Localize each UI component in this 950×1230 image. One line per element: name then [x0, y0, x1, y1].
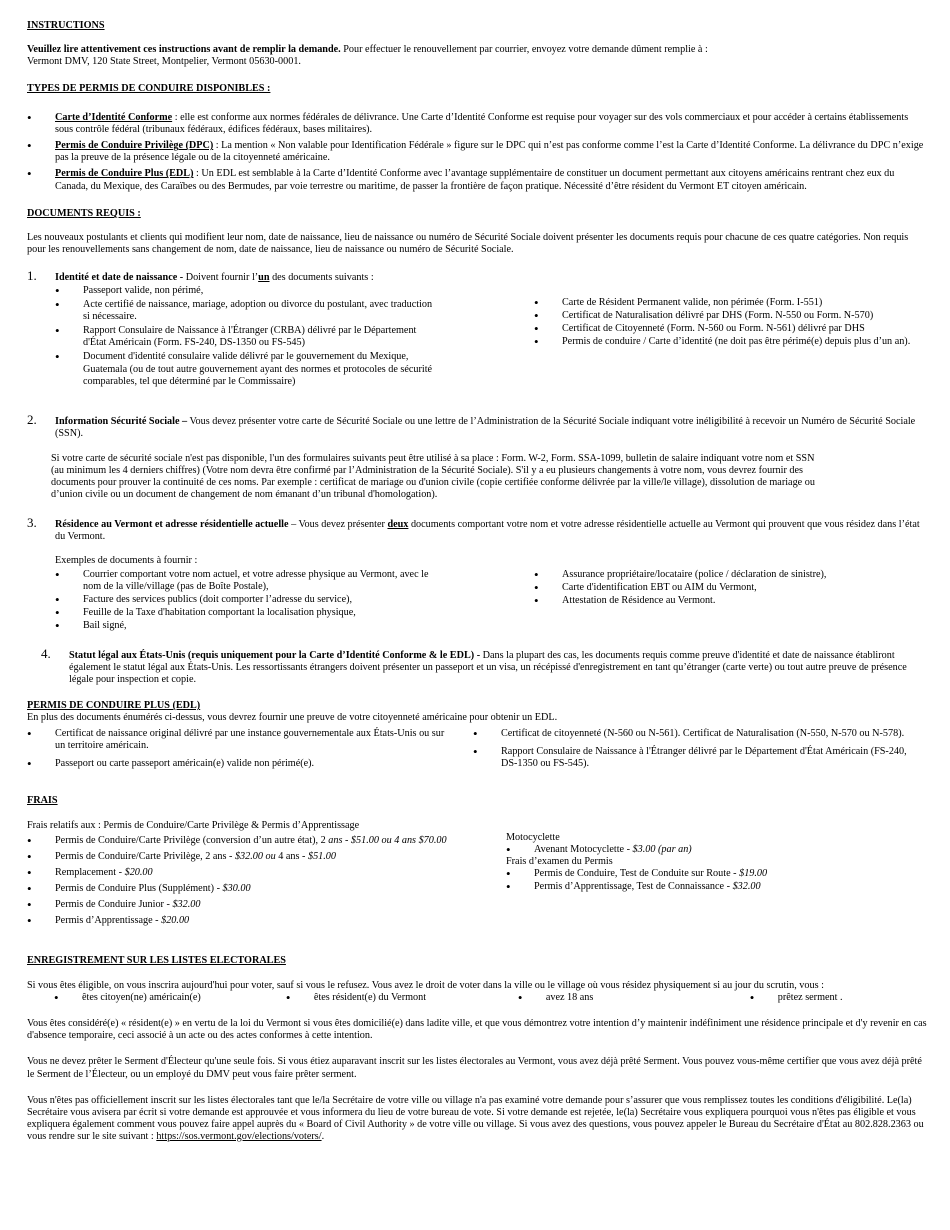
list-item: • Acte certifié de naissance, mariage, adoption ou divorce du postulant, avec traduction si nécessaire.: [55, 299, 440, 323]
fees-title: FRAIS: [27, 795, 58, 806]
fee-price: ans - $51.00 ou 4 ans $70.00: [328, 835, 447, 846]
list-item: • avez 18 ans: [518, 992, 750, 1004]
docs-s3: [27, 515, 927, 632]
fee-price: $32.00: [732, 881, 761, 893]
list-item: • Document d'identité consulaire valide délivré par le gouvernement du Mexique, Guatemala (ou de tout autre gouvernement ayant des normes et protocoles de sécurité comparables, tel que déterminé par le Commissaire): [55, 351, 440, 387]
s2-note: Si votre carte de sécurité sociale n'est pas disponible, l'un des formulaires suivants peut être utilisé à sa place : Form. W-2, Form. SSA-1099, bulletin de salaire indiquant votre nom et SSN (au minimum les 4 derniers chiffres) (Votre nom devra être confirmé par l’Administration de la Sécurité Sociale). S'il y a eu plusieurs changements à votre nom, vous devrez fournir des documents pour prouver la continuité de ces noms. Par exemple : certificat de mariage ou d'union civile (copie certifiée conforme délivrée par la ville/le village), dissolution de mariage ou d’union civile ou un document de changement de nom émanant d’un tribunal d'homologation).: [51, 453, 815, 501]
types-title: TYPES DE PERMIS DE CONDUIRE DISPONIBLES :: [27, 83, 271, 94]
fees-section: [27, 795, 927, 927]
dmv-address: Vermont DMV, 120 State Street, Montpelier, Vermont 05630-0001.: [27, 56, 301, 68]
fees-intro: Frais relatifs aux : Permis de Conduire/Carte Privilège & Permis d’Apprentissage: [27, 820, 360, 831]
list-item: [506, 868, 916, 880]
s1-heading: [55, 272, 927, 284]
s3-number: 3.: [27, 515, 37, 530]
edl-section: [27, 700, 927, 770]
fee-label: Permis de Conduire/Carte Privilège, 2 ans -: [55, 851, 235, 863]
s3-left-column: [55, 569, 440, 632]
list-item: [27, 140, 927, 164]
fee-label: Permis d’Apprentissage, Test de Connaissance -: [534, 881, 733, 893]
s2-title: Information Sécurité Sociale –: [55, 416, 188, 427]
fee-label: Avenant Motocyclette -: [534, 844, 633, 856]
edl-title: PERMIS DE CONDUIRE PLUS (EDL): [27, 700, 201, 711]
s4-number: 4.: [41, 646, 51, 661]
type-text: : Un EDL est semblable à la Carte d’Identité Conforme avec l’avantage supplémentaire de constituer un document permettant aux citoyens américains rentrant chez eux du Canada, du Mexique, des Caraïbes ou des Bermudes, par voie terrestre ou maritime, de passer la frontière de façon pratique. Nécessité d’être résident du Vermont ET citoyen américain.: [55, 168, 895, 192]
fee-price: $19.00: [739, 868, 768, 880]
voter-title: ENREGISTREMENT SUR LES LISTES ELECTORALES: [27, 955, 286, 966]
fee-price: $20.00: [161, 915, 190, 927]
fee-price: $32.00 ou: [234, 851, 276, 863]
list-item: [506, 844, 916, 856]
docs-s2: [27, 412, 927, 501]
list-item: • êtes résident(e) du Vermont: [286, 992, 518, 1004]
docs-s1: [27, 268, 927, 387]
instructions-intro: [27, 44, 927, 56]
voter-p3-text: Vous n'êtes pas officiellement inscrit sur les listes électorales tant que le/la Secrétaire de votre ville ou village n'a pas examiné votre demande pour s’assurer que vous remplissez toutes les conditions d'éligibilité. Le(la) Secrétaire vous avisera par écrit si votre demande est approuvée et vous informera du lieu de votre bureau de vote. Si votre demande est rejetée, le(la) Secrétaire vous expliquera pourquoi vous n'êtes pas éligible et vous expliquera également comment vous pouvez faire appel auprès du « Board of Civil Authority » de votre ville ou village. Si vous avez des questions, vous pouvez appeler le Bureau du Secrétaire d'État au 802.828.2363 ou vous rendre sur le site suivant :: [27, 1094, 924, 1142]
list-item: • Carte d'identification EBT ou AIM du Vermont,: [534, 582, 914, 594]
type-text: : La mention « Non valable pour Identification Fédérale » figure sur le DPC qui n’est pas conforme comme l’est la Carte d’Identité Conforme. La délivrance du DPC n’exige pas la preuve de la présence légale ou de la citoyenneté américaine.: [55, 140, 924, 164]
voter-section: [27, 955, 927, 1143]
list-item: [27, 851, 447, 863]
s1-text-post: des documents suivants :: [269, 272, 374, 283]
list-item: • Carte de Résident Permanent valide, non périmée (Form. I-551): [534, 297, 914, 309]
s2-number: 2.: [27, 412, 37, 427]
list-item: [27, 899, 447, 911]
docs-s4: [41, 646, 923, 686]
edl-intro: En plus des documents énumérés ci-dessus, vous devrez fournir une preuve de votre citoyenneté américaine pour obtenir un EDL.: [27, 712, 558, 724]
instructions-intro-bold: Veuillez lire attentivement ces instructions avant de remplir la demande.: [27, 44, 341, 56]
voter-p1: Vous êtes considéré(e) « résident(e) » en vertu de la loi du Vermont si vous êtes domicilié(e) dans ladite ville, et que vous démontrez votre intention d’y maintenir indéfiniment une résidence principale et d'y revenir en cas d'absence temporaire, ceci associé à un acte ou des actes conformes à cette intention.: [27, 1018, 927, 1042]
list-item: • Attestation de Résidence au Vermont.: [534, 595, 914, 607]
list-item: • Assurance propriétaire/locataire (police / déclaration de sinistre),: [534, 569, 914, 581]
list-item: [506, 881, 916, 893]
fees-right-column: [506, 832, 916, 893]
list-item: • prêtez serment .: [750, 992, 927, 1004]
type-term: Permis de Conduire Privilège (DPC): [55, 140, 214, 152]
voter-p3-end: .: [321, 1130, 325, 1142]
list-item: • Certificat de naissance original délivré par une instance gouvernementale aux États-Unis ou sur un territoire américain.: [27, 728, 452, 752]
list-item: • Rapport Consulaire de Naissance à l'Étranger (CRBA) délivré par le Département d'État Américain (Form. FS-240, DS-1350 ou FS-545): [55, 325, 440, 349]
edl-left-column: [27, 728, 452, 770]
list-item: • Courrier comportant votre nom actuel, et votre adresse physique au Vermont, avec le nom de la ville/village (pas de Boîte Postale),: [55, 569, 440, 593]
voter-p2: Vous ne devez prêter le Serment d'Électeur qu'une seule fois. Si vous étiez auparavant inscrit sur les listes électorales au Vermont, vous avez déjà prêté Serment. Vous pouvez vous-même certifier que vous avez déjà prêté le Serment de l’Électeur, ou un employé du DMV peut vous faire prêter serment.: [27, 1056, 922, 1080]
voter-intro: Si vous êtes éligible, on vous inscrira aujourd'hui pour voter, sauf si vous le refusez. Vous avez le droit de voter dans la ville ou le village où vous résidez physiquement si au jour du scrutin, vous :: [27, 980, 824, 992]
moto-title: Motocyclette: [506, 832, 560, 843]
list-item: • Facture des services publics (doit comporter l’adresse du service),: [55, 594, 440, 606]
fees-left-column: [27, 835, 447, 928]
list-item: • Feuille de la Taxe d'habitation comportant la localisation physique,: [55, 607, 440, 619]
instructions-intro-rest: Pour effectuer le renouvellement par courrier, envoyez votre demande dûment remplie à :: [340, 44, 708, 56]
voter-p3: [27, 1095, 927, 1143]
fee-label: Permis de Conduire Plus (Supplément) -: [55, 883, 223, 895]
instructions-section: [27, 20, 927, 68]
fee-price: $51.00: [307, 851, 336, 863]
fee-label: Remplacement -: [55, 867, 125, 879]
list-item: [27, 867, 447, 879]
fee-label: Permis de Conduire, Test de Conduite sur Route -: [534, 868, 740, 880]
s1-number: 1.: [27, 268, 37, 283]
list-item: [27, 915, 447, 927]
docs-intro: Les nouveaux postulants et clients qui modifient leur nom, date de naissance, lieu de naissance ou numéro de Sécurité Sociale doivent présenter les documents requis pour chacune de ces quatre catégories. Non requis pour les renouvellements sans changement de nom, date de naissance, lieu de naissance ou numéro de Sécurité Sociale.: [27, 232, 909, 256]
type-term: Carte d’Identité Conforme: [55, 112, 173, 124]
exam-title: Frais d’examen du Permis: [506, 856, 613, 868]
fee-price: $20.00: [124, 867, 153, 879]
fee-price: $32.00: [172, 899, 201, 911]
fee-price: $30.00: [222, 883, 251, 895]
fee-label: Permis d’Apprentissage -: [55, 915, 162, 927]
types-list: [27, 112, 927, 193]
s2-text: Vous devez présenter votre carte de Sécurité Sociale ou une lettre de l’Administration de la Sécurité Sociale indiquant votre inéligibilité à recevoir un Numéro de Sécurité Sociale (SSN).: [55, 416, 916, 440]
s1-title: Identité et date de naissance -: [55, 272, 184, 283]
list-item: • Permis de conduire / Carte d’identité (ne doit pas être périmé(e) depuis plus d’un an).: [534, 336, 914, 348]
s1-text-em: un: [258, 272, 270, 283]
list-item: • Passeport ou carte passeport américain(e) valide non périmé(e).: [27, 758, 452, 770]
s3-title: Résidence au Vermont et adresse résidentielle actuelle: [55, 519, 289, 530]
voter-conditions: [54, 992, 927, 1004]
list-item: • êtes citoyen(ne) américain(e): [54, 992, 286, 1004]
s3-text-em: deux: [387, 519, 409, 530]
s1-text-pre: Doivent fournir l’: [183, 272, 259, 283]
list-item: [27, 835, 447, 847]
docs-title: DOCUMENTS REQUIS :: [27, 208, 141, 219]
list-item: [27, 883, 447, 895]
s1-right-column: [534, 297, 914, 348]
fee-label: 4 ans -: [275, 851, 308, 863]
s3-right-column: [534, 569, 914, 607]
list-item: • Bail signé,: [55, 620, 440, 632]
list-item: • Passeport valide, non périmé,: [55, 285, 440, 297]
fee-label: Permis de Conduire Junior -: [55, 899, 173, 911]
s2-heading: [55, 416, 927, 440]
fee-price: $3.00 (par an): [632, 844, 692, 856]
type-term: Permis de Conduire Plus (EDL): [55, 168, 194, 180]
list-item: • Certificat de citoyenneté (N-560 ou N-561). Certificat de Naturalisation (N-550, N-570 ou N-578).: [473, 728, 918, 740]
elections-link[interactable]: https://sos.vermont.gov/elections/voters/: [156, 1130, 322, 1142]
types-section: [27, 83, 927, 193]
s3-heading: [55, 519, 927, 543]
fee-label: Permis de Conduire/Carte Privilège (conversion d’un autre état), 2: [55, 835, 329, 846]
s1-left-column: [55, 285, 440, 388]
s4-title: Statut légal aux États-Unis (requis uniquement pour la Carte d’Identité Conforme & le EDL) -: [69, 650, 481, 661]
docs-section: [27, 208, 927, 256]
s3-text-post: documents comportant votre nom et votre adresse résidentielle actuelle au Vermont qui prouvent que vous résidez dans l’état du Vermont.: [55, 519, 920, 543]
s4-text: Dans la plupart des cas, les documents requis comme preuve d'identité et date de naissance établiront également le statut légal aux États-Unis. Les ressortissants étrangers doivent présenter un passeport et un visa, un récépissé d'enregistrement en tant qu’étranger (carte verte) ou tout autre preuve de présence légale pour inspection et copie.: [69, 650, 907, 686]
s3-examples-label: Exemples de documents à fournir :: [55, 555, 198, 567]
list-item: • Certificat de Citoyenneté (Form. N-560 ou Form. N-561) délivré par DHS: [534, 323, 914, 335]
list-item: • Certificat de Naturalisation délivré par DHS (Form. N-550 ou Form. N-570): [534, 310, 914, 322]
s3-text-pre: – Vous devez présenter: [288, 519, 388, 530]
type-text: : elle est conforme aux normes fédérales de délivrance. Une Carte d’Identité Conforme est requise pour voyager sur des vols commerciaux et pour accéder à certains établissements sous contrôle fédéral (tribunaux fédéraux, édifices fédéraux, bases militaires).: [55, 112, 909, 136]
list-item: • Rapport Consulaire de Naissance à l'Étranger délivré par le Département d'État Américain (FS-240, DS-1350 ou FS-545).: [473, 746, 918, 770]
instructions-title: INSTRUCTIONS: [27, 20, 105, 31]
list-item: [27, 168, 927, 192]
s4-text-block: [69, 650, 923, 686]
list-item: [27, 112, 927, 136]
edl-right-column: [473, 728, 918, 770]
